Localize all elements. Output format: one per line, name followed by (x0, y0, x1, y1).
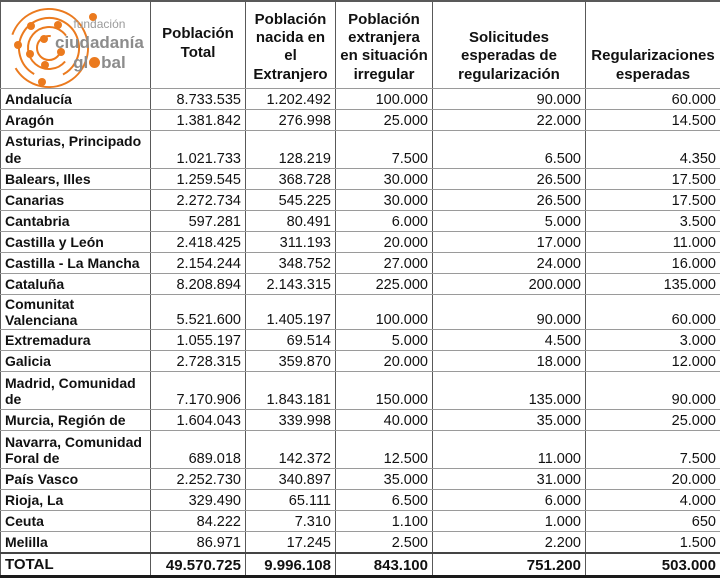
value-cell: 7.170.906 (151, 372, 246, 410)
value-cell: 348.752 (246, 253, 336, 274)
value-cell: 2.252.730 (151, 469, 246, 490)
value-cell: 11.000 (586, 232, 720, 253)
value-cell: 17.000 (433, 232, 586, 253)
value-cell: 60.000 (586, 89, 720, 110)
value-cell: 2.272.734 (151, 190, 246, 211)
logo-cell (1, 1, 151, 89)
value-cell: 26.500 (433, 169, 586, 190)
region-cell: Andalucía (1, 89, 151, 110)
value-cell: 90.000 (433, 89, 586, 110)
table-row (1, 469, 720, 490)
value-cell: 100.000 (336, 295, 433, 330)
value-cell: 17.500 (586, 190, 720, 211)
value-cell: 22.000 (433, 110, 586, 131)
column-header-solicitudes-esperadas: Solicitudes esperadas de regularización (433, 1, 586, 89)
value-cell: 12.500 (336, 431, 433, 469)
table-row (1, 169, 720, 190)
value-cell: 1.100 (336, 511, 433, 532)
region-cell: Madrid, Comunidad de (1, 372, 151, 410)
column-header-extranjera-irregular: Población extranjera en situación irregular (336, 1, 433, 89)
value-cell: 650 (586, 511, 720, 532)
value-cell: 8.733.535 (151, 89, 246, 110)
value-cell: 7.500 (586, 431, 720, 469)
value-cell: 597.281 (151, 211, 246, 232)
value-cell: 35.000 (433, 410, 586, 431)
logo-word-global (55, 54, 144, 71)
column-header-regularizaciones-esperadas: Regularizaciones esperadas (586, 1, 720, 89)
value-cell: 35.000 (336, 469, 433, 490)
value-cell: 60.000 (586, 295, 720, 330)
logo-word-fundacion: fundación (55, 18, 144, 30)
total-row (1, 553, 720, 577)
value-cell: 1.405.197 (246, 295, 336, 330)
region-cell: Castilla - La Mancha (1, 253, 151, 274)
value-cell: 3.000 (586, 330, 720, 351)
column-header-poblacion-total: Población Total (151, 1, 246, 89)
value-cell: 17.500 (586, 169, 720, 190)
region-cell: Castilla y León (1, 232, 151, 253)
value-cell: 689.018 (151, 431, 246, 469)
value-cell: 329.490 (151, 490, 246, 511)
logo-text (55, 18, 144, 71)
table-row (1, 232, 720, 253)
table-row (1, 490, 720, 511)
value-cell: 7.310 (246, 511, 336, 532)
value-cell: 40.000 (336, 410, 433, 431)
table-row (1, 110, 720, 131)
region-cell: País Vasco (1, 469, 151, 490)
region-cell: Comunitat Valenciana (1, 295, 151, 330)
value-cell: 31.000 (433, 469, 586, 490)
value-cell: 1.381.842 (151, 110, 246, 131)
value-cell: 200.000 (433, 274, 586, 295)
value-cell: 1.055.197 (151, 330, 246, 351)
logo-word-global-post: bal (101, 53, 126, 72)
org-logo (1, 2, 150, 88)
value-cell: 7.500 (336, 131, 433, 169)
value-cell: 5.000 (336, 330, 433, 351)
value-cell: 86.971 (151, 532, 246, 553)
value-cell: 26.500 (433, 190, 586, 211)
value-cell: 17.245 (246, 532, 336, 553)
table-row (1, 190, 720, 211)
total-value-cell: 503.000 (586, 553, 720, 577)
total-value-cell: 843.100 (336, 553, 433, 577)
value-cell: 1.843.181 (246, 372, 336, 410)
value-cell: 80.491 (246, 211, 336, 232)
region-cell: Ceuta (1, 511, 151, 532)
column-header-nacida-extranjero: Población nacida en el Extranjero (246, 1, 336, 89)
table-row (1, 274, 720, 295)
value-cell: 8.208.894 (151, 274, 246, 295)
value-cell: 2.728.315 (151, 351, 246, 372)
table-header (1, 1, 720, 89)
region-cell: Aragón (1, 110, 151, 131)
value-cell: 142.372 (246, 431, 336, 469)
region-cell: Cataluña (1, 274, 151, 295)
value-cell: 128.219 (246, 131, 336, 169)
table-row (1, 330, 720, 351)
value-cell: 1.500 (586, 532, 720, 553)
value-cell: 84.222 (151, 511, 246, 532)
value-cell: 4.350 (586, 131, 720, 169)
total-label: TOTAL (1, 553, 151, 577)
total-value-cell: 49.570.725 (151, 553, 246, 577)
value-cell: 5.521.600 (151, 295, 246, 330)
region-cell: Murcia, Región de (1, 410, 151, 431)
value-cell: 20.000 (586, 469, 720, 490)
table-row (1, 131, 720, 169)
table-footer (1, 553, 720, 577)
value-cell: 368.728 (246, 169, 336, 190)
header-row (1, 1, 720, 89)
table-row (1, 253, 720, 274)
logo-word-ciudadania: ciudadanía (55, 34, 144, 51)
value-cell: 1.259.545 (151, 169, 246, 190)
value-cell: 1.604.043 (151, 410, 246, 431)
value-cell: 2.154.244 (151, 253, 246, 274)
value-cell: 24.000 (433, 253, 586, 274)
value-cell: 1.202.492 (246, 89, 336, 110)
value-cell: 5.000 (433, 211, 586, 232)
value-cell: 6.000 (336, 211, 433, 232)
value-cell: 18.000 (433, 351, 586, 372)
region-cell: Melilla (1, 532, 151, 553)
region-cell: Rioja, La (1, 490, 151, 511)
region-cell: Balears, Illes (1, 169, 151, 190)
value-cell: 11.000 (433, 431, 586, 469)
value-cell: 311.193 (246, 232, 336, 253)
logo-orange-dot-icon (89, 57, 100, 68)
table-row (1, 410, 720, 431)
table-row (1, 431, 720, 469)
table-row (1, 211, 720, 232)
logo-word-global-pre: gl (73, 53, 88, 72)
region-cell: Galicia (1, 351, 151, 372)
value-cell: 14.500 (586, 110, 720, 131)
value-cell: 2.200 (433, 532, 586, 553)
value-cell: 545.225 (246, 190, 336, 211)
value-cell: 225.000 (336, 274, 433, 295)
value-cell: 6.500 (433, 131, 586, 169)
value-cell: 1.021.733 (151, 131, 246, 169)
total-value-cell: 751.200 (433, 553, 586, 577)
region-cell: Cantabria (1, 211, 151, 232)
value-cell: 16.000 (586, 253, 720, 274)
value-cell: 30.000 (336, 169, 433, 190)
table-row (1, 532, 720, 553)
value-cell: 1.000 (433, 511, 586, 532)
value-cell: 100.000 (336, 89, 433, 110)
region-cell: Asturias, Principado de (1, 131, 151, 169)
value-cell: 135.000 (586, 274, 720, 295)
value-cell: 90.000 (433, 295, 586, 330)
value-cell: 6.500 (336, 490, 433, 511)
value-cell: 2.143.315 (246, 274, 336, 295)
value-cell: 276.998 (246, 110, 336, 131)
total-value-cell: 9.996.108 (246, 553, 336, 577)
value-cell: 69.514 (246, 330, 336, 351)
table-row (1, 511, 720, 532)
value-cell: 65.111 (246, 490, 336, 511)
value-cell: 90.000 (586, 372, 720, 410)
value-cell: 3.500 (586, 211, 720, 232)
value-cell: 359.870 (246, 351, 336, 372)
table-row (1, 295, 720, 330)
value-cell: 2.418.425 (151, 232, 246, 253)
table-row (1, 89, 720, 110)
value-cell: 4.500 (433, 330, 586, 351)
region-cell: Extremadura (1, 330, 151, 351)
value-cell: 30.000 (336, 190, 433, 211)
table-body (1, 89, 720, 553)
region-cell: Canarias (1, 190, 151, 211)
value-cell: 20.000 (336, 232, 433, 253)
table-row (1, 351, 720, 372)
value-cell: 2.500 (336, 532, 433, 553)
value-cell: 6.000 (433, 490, 586, 511)
value-cell: 25.000 (586, 410, 720, 431)
value-cell: 25.000 (336, 110, 433, 131)
value-cell: 27.000 (336, 253, 433, 274)
value-cell: 150.000 (336, 372, 433, 410)
table-row (1, 372, 720, 410)
value-cell: 339.998 (246, 410, 336, 431)
value-cell: 135.000 (433, 372, 586, 410)
value-cell: 340.897 (246, 469, 336, 490)
value-cell: 20.000 (336, 351, 433, 372)
region-cell: Navarra, Comunidad Foral de (1, 431, 151, 469)
value-cell: 4.000 (586, 490, 720, 511)
value-cell: 12.000 (586, 351, 720, 372)
